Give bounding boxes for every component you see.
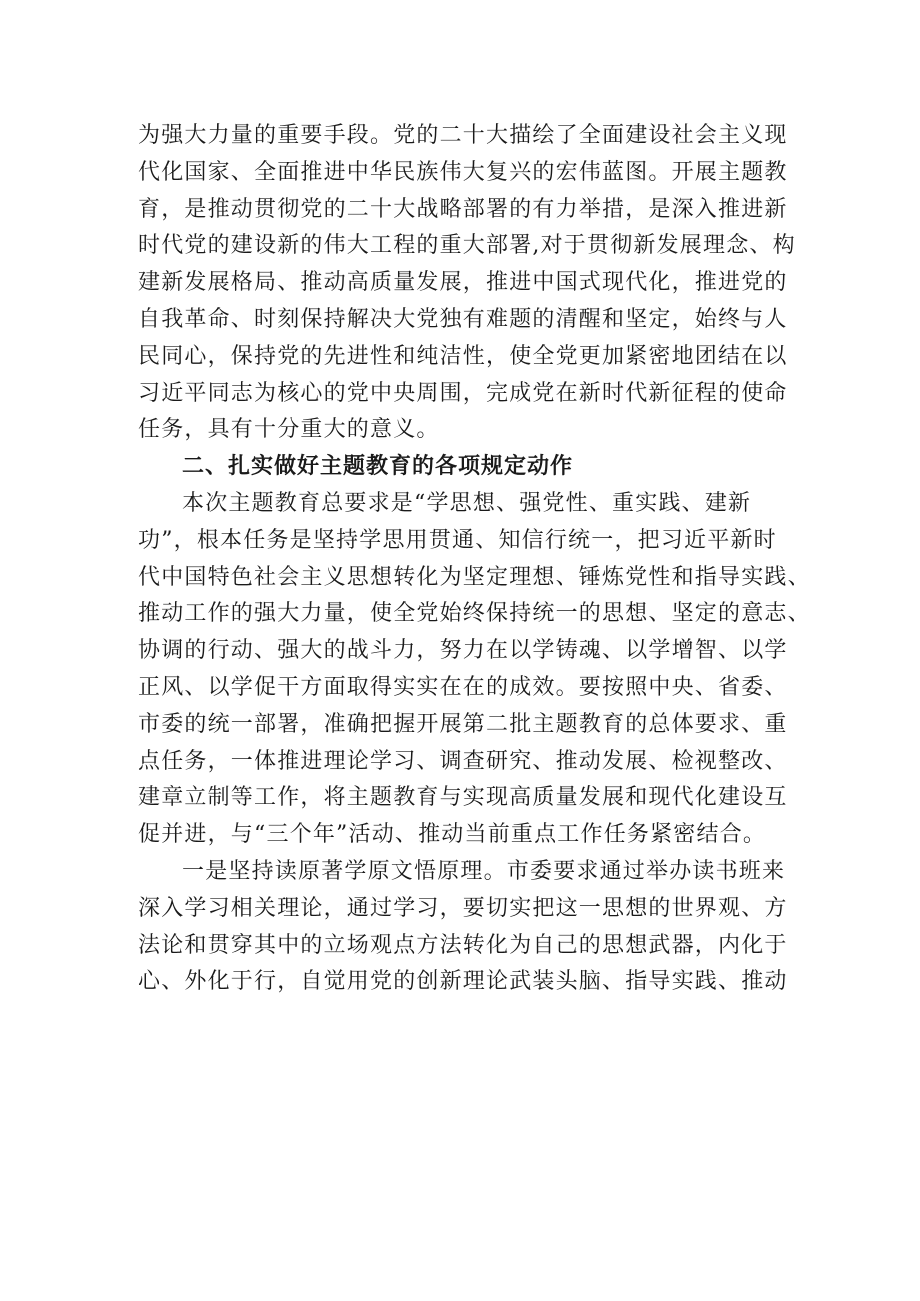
text-line: 为强大力量的重要手段。党的二十大描绘了全面建设社会主义现 <box>138 123 788 148</box>
text-line: 一是坚持读原著学原文悟原理。市委要求通过举办读书班来 <box>182 858 786 884</box>
text-line: 习近平同志为核心的党中央周围，完成党在新时代新征程的使命 <box>138 380 788 406</box>
text-line: 推动工作的强大力量，使全党始终保持统一的思想、坚定的意志、 <box>138 601 811 627</box>
text-line: 建新发展格局、推动高质量发展，推进中国式现代化，推进党的 <box>138 270 788 296</box>
section-heading: 二、扎实做好主题教育的各项规定动作 <box>182 454 574 480</box>
text-line: 建章立制等工作，将主题教育与实现高质量发展和现代化建设互 <box>138 785 788 811</box>
text-line: 心、外化于行，自觉用党的创新理论武装头脑、指导实践、推动 <box>138 969 788 995</box>
text-line: 代化国家、全面推进中华民族伟大复兴的宏伟蓝图。开展主题教 <box>138 159 788 185</box>
paragraph-continued <box>138 118 798 449</box>
text-line: 任务，具有十分重大的意义。 <box>138 417 440 443</box>
text-line: 法论和贯穿其中的立场观点方法转化为自己的思想武器，内化于 <box>138 932 788 958</box>
text-line: 育，是推动贯彻党的二十大战略部署的有力举措，是深入推进新 <box>138 196 788 222</box>
text-line: 本次主题教育总要求是“学思想、强党性、重实践、建新 <box>182 490 752 516</box>
paragraph-requirements <box>138 486 811 854</box>
text-line: 功”，根本任务是坚持学思用贯通、知信行统一，把习近平新时 <box>138 527 777 553</box>
text-line: 时代党的建设新的伟大工程的重大部署,对于贯彻新发展理念、构 <box>138 233 796 259</box>
text-line: 正风、以学促干方面取得实实在在的成效。要按照中央、省委、 <box>138 674 788 700</box>
text-line: 代中国特色社会主义思想转化为坚定理想、锤炼党性和指导实践、 <box>138 564 811 590</box>
text-line: 促并进，与“三个年”活动、推动当前重点工作任务紧密结合。 <box>138 822 767 848</box>
paragraph-reading <box>138 854 798 1001</box>
text-line: 协调的行动、强大的战斗力，努力在以学铸魂、以学增智、以学 <box>138 638 788 664</box>
text-line: 点任务，一体推进理论学习、调查研究、推动发展、检视整改、 <box>138 748 788 774</box>
text-line: 自我革命、时刻保持解决大党独有难题的清醒和坚定，始终与人 <box>138 306 788 332</box>
text-line: 深入学习相关理论，通过学习，要切实把这一思想的世界观、方 <box>138 895 788 921</box>
text-line: 市委的统一部署，准确把握开展第二批主题教育的总体要求、重 <box>138 711 788 737</box>
text-line: 民同心，保持党的先进性和纯洁性，使全党更加紧密地团结在以 <box>138 343 788 369</box>
document-body <box>138 118 811 1001</box>
